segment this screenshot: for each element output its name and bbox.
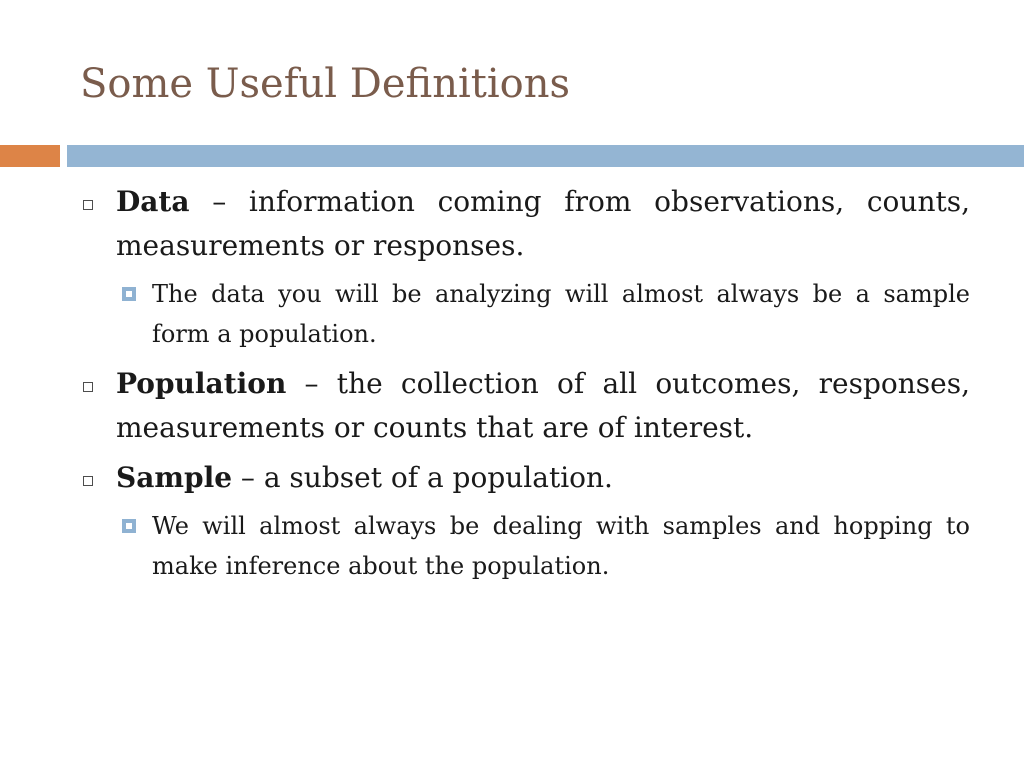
definition-term: Data [116, 185, 190, 218]
definition-text: – information coming from observations, counts, measurements or responses. [116, 185, 970, 262]
accent-bar-blue [67, 145, 1024, 167]
definition-item-data [0, 180, 1024, 268]
definition-text: – the collection of all outcomes, responses, measurements or counts that are of interest. [116, 367, 970, 444]
square-sub-bullet-icon [122, 287, 136, 301]
sub-point-text: The data you will be analyzing will almost always be a sample form a population. [152, 280, 970, 348]
definition-text: – a subset of a population. [232, 461, 613, 494]
slide-title: Some Useful Definitions [80, 61, 570, 107]
square-bullet-icon [83, 200, 93, 210]
sub-point-text: We will almost always be dealing with samples and hopping to make inference about the population. [152, 512, 970, 580]
square-bullet-icon [83, 382, 93, 392]
square-bullet-icon [83, 476, 93, 486]
slide-content [0, 180, 1024, 594]
definition-term: Sample [116, 461, 233, 494]
definition-item-sample [0, 456, 1024, 500]
definition-item-population [0, 362, 1024, 450]
square-sub-bullet-icon [122, 519, 136, 533]
accent-bar-orange [0, 145, 60, 167]
sub-point-data [0, 274, 1024, 354]
sub-point-sample [0, 506, 1024, 586]
definition-term: Population [116, 367, 287, 400]
